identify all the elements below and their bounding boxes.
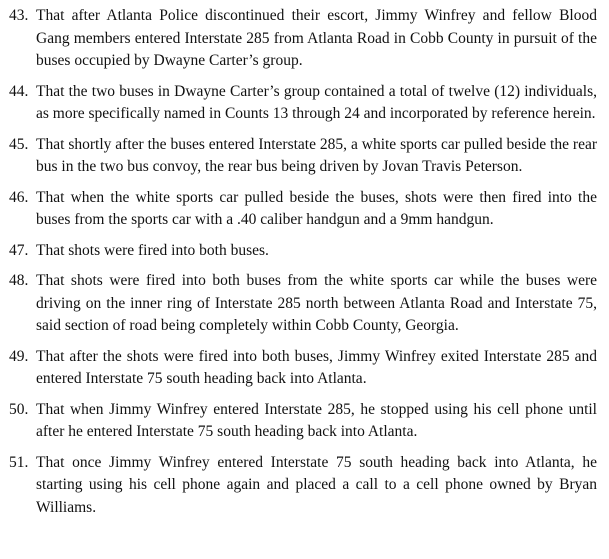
paragraph-text: That after the shots were fired into both buses, Jimmy Winfrey exited Interstate 285 and entered Interstate 75 south heading back into Atlanta. <box>36 347 597 387</box>
paragraph-48 <box>0 270 597 338</box>
paragraph-number: 43. <box>9 7 29 24</box>
paragraph-text: That once Jimmy Winfrey entered Interstate 75 south heading back into Atlanta, he starting using his cell phone again and placed a call to a cell phone owned by Bryan Williams. <box>36 453 597 516</box>
paragraph-45 <box>0 134 597 179</box>
paragraph-text: That the two buses in Dwayne Carter’s group contained a total of twelve (12) individuals, as more specifically named in Counts 13 through 24 and incorporated by reference herein. <box>36 82 597 122</box>
paragraph-text: That when the white sports car pulled beside the buses, shots were then fired into the buses from the sports car with a .40 caliber handgun and a 9mm handgun. <box>36 188 597 228</box>
paragraph-text: That shots were fired into both buses. <box>36 241 269 259</box>
paragraph-43 <box>0 5 597 73</box>
paragraph-text: That shots were fired into both buses from the white sports car while the buses were driving on the inner ring of Interstate 285 north between Atlanta Road and Interstate 75, said section of road being completely within Cobb County, Georgia. <box>36 272 597 334</box>
paragraph-text: That after Atlanta Police discontinued their escort, Jimmy Winfrey and fellow Blood Gang members entered Interstate 285 from Atlanta Road in Cobb County in pursuit of the buses occupied by Dwayne Carter’s group. <box>36 7 597 69</box>
paragraph-text: That shortly after the buses entered Interstate 285, a white sports car pulled beside the rear bus in the two bus convoy, the rear bus being driven by Jovan Travis Peterson. <box>36 135 597 175</box>
paragraph-49 <box>0 346 597 391</box>
paragraph-46 <box>0 187 597 232</box>
paragraph-number: 45. <box>9 135 29 153</box>
paragraph-number: 51. <box>9 453 29 471</box>
paragraph-number: 50. <box>9 400 29 418</box>
paragraph-number: 44. <box>9 82 29 100</box>
paragraph-text: That when Jimmy Winfrey entered Interstate 285, he stopped using his cell phone until after he entered Interstate 75 south heading back into Atlanta. <box>36 400 597 440</box>
paragraph-number: 49. <box>9 347 29 365</box>
paragraph-44 <box>0 81 597 126</box>
paragraph-51 <box>0 452 597 520</box>
paragraph-47 <box>0 240 597 263</box>
paragraph-50 <box>0 399 597 444</box>
paragraph-number: 47. <box>9 241 29 259</box>
paragraph-number: 48. <box>9 272 29 289</box>
paragraph-number: 46. <box>9 188 29 206</box>
